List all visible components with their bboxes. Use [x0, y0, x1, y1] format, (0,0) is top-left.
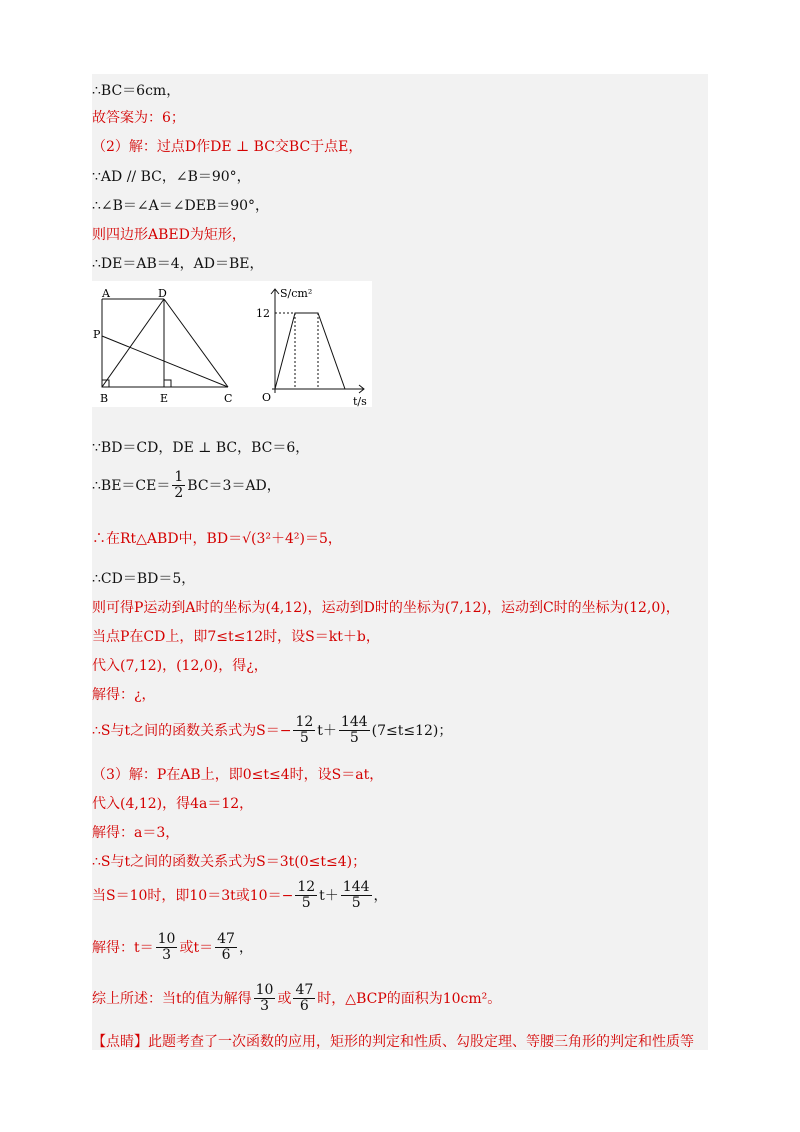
graph-ylabel: S/cm²	[280, 287, 313, 300]
line-part2: （2）解：过点D作DE ⊥ BC交BC于点E，	[92, 139, 363, 155]
line-substitute: 代入(7,12)，(12,0)，得¿，	[92, 658, 268, 674]
label-d: D	[158, 287, 167, 300]
frac-10-3: $\frac{10}{3}$	[157, 931, 176, 964]
line-func1: ∴S与t之间的函数关系式为S＝− $\frac{12}{5}$ t＋ $\frac{144}{5}$ (7≤t≤12)；	[92, 714, 453, 747]
frac-half: $\frac{1}{2}$	[174, 469, 184, 502]
frac-10-3-b: $\frac{10}{3}$	[255, 982, 274, 1015]
frac-47-6-b: $\frac{47}{6}$	[295, 982, 314, 1015]
line-s10: 当S＝10时，即10＝3t或10＝− $\frac{12}{5}$ t＋ $\frac{144}{5}$ ，	[92, 879, 388, 912]
line-summary: 综上所述：当t的值为解得 $\frac{10}{3}$ 或 $\frac{47}{6}$ 时，△BCP的面积为10cm²。	[92, 982, 502, 1015]
line-solve1: 解得：¿，	[92, 687, 156, 703]
line-func2: ∴S与t之间的函数关系式为S＝3t(0≤t≤4)；	[92, 854, 367, 870]
line-substitute2: 代入(4,12)，得4a＝12，	[92, 796, 254, 812]
line-answer: 故答案为：6；	[92, 110, 185, 126]
line-cd-bd: ∴CD＝BD＝5，	[92, 571, 196, 587]
line-pythag: ∴在Rt△ABD中，BD＝√(3²＋4²)＝5，	[92, 531, 342, 547]
line-cd-seg: 当点P在CD上，即7≤t≤12时，设S＝kt＋b，	[92, 629, 380, 645]
frac-12-5: $\frac{12}{5}$	[295, 714, 314, 747]
graph-tick-12: 12	[256, 307, 270, 320]
frac-12-5-b: $\frac{12}{5}$	[297, 879, 316, 912]
line-de-ab: ∴DE＝AB＝4，AD＝BE，	[92, 256, 264, 272]
label-p: P	[93, 328, 101, 341]
graph-origin: O	[262, 391, 272, 404]
geometry-diagram	[102, 299, 228, 387]
line-rectangle: 则四边形ABED为矩形，	[92, 227, 246, 243]
label-e: E	[160, 392, 169, 405]
frac-144-5: $\frac{144}{5}$	[340, 714, 368, 747]
line-comment: 【点睛】此题考查了一次函数的应用，矩形的判定和性质、勾股定理、等腰三角形的判定和性质等	[92, 1034, 694, 1050]
line-coords: 则可得P运动到A时的坐标为(4,12)，运动到D时的坐标为(7,12)，运动到C时的坐标为(12,0)，	[92, 600, 680, 616]
frac-144-5-b: $\frac{144}{5}$	[342, 879, 370, 912]
label-a: A	[102, 287, 110, 300]
figure	[92, 281, 372, 407]
line-bc: ∴BC＝6cm，	[92, 83, 181, 99]
line-angles: ∴∠B＝∠A＝∠DEB＝90°，	[92, 198, 270, 214]
line-parallel: ∵AD // BC，∠B＝90°，	[92, 169, 251, 185]
line-part3: （3）解：P在AB上，即0≤t≤4时，设S＝at，	[92, 767, 384, 783]
label-b: B	[100, 392, 109, 405]
frac-47-6: $\frac{47}{6}$	[217, 931, 235, 964]
line-t-values: 解得：t＝ $\frac{10}{3}$ 或t＝ $\frac{47}{6}$ ，	[92, 931, 253, 964]
label-c: C	[224, 392, 233, 405]
line-solve-a: 解得：a＝3，	[92, 825, 180, 841]
graph-xlabel: t/s	[353, 395, 367, 407]
function-graph	[271, 289, 364, 393]
line-bd-cd: ∵BD＝CD，DE ⊥ BC，BC＝6，	[92, 440, 310, 456]
figure-svg	[92, 281, 372, 407]
line-be-ce: ∴BE＝CE＝ $\frac{1}{2}$ BC＝3＝AD，	[92, 469, 281, 502]
